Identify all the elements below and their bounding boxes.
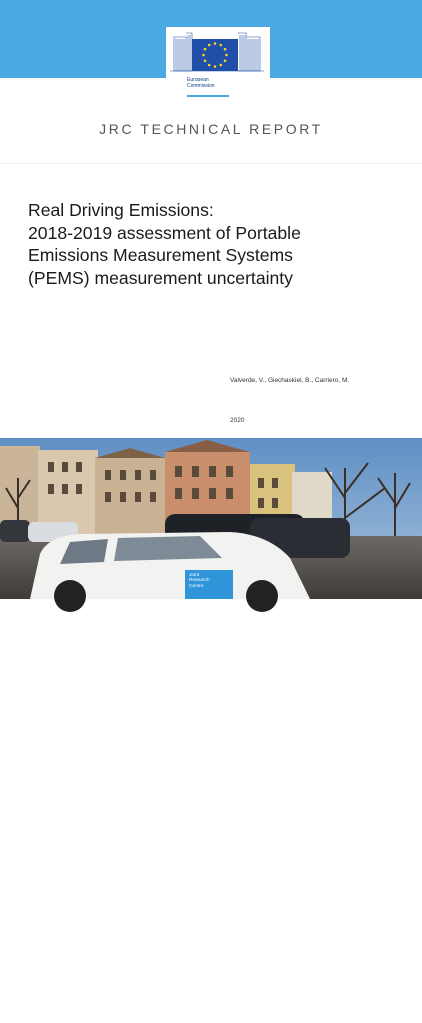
logo-line-european: European: [187, 77, 209, 83]
jrc-line-joint: Joint: [189, 573, 200, 578]
title-line-3: Emissions Measurement Systems: [28, 245, 293, 265]
logo-wordmark: [187, 77, 215, 89]
title-line-2: 2018-2019 assessment of Portable: [28, 222, 301, 243]
authors: Valverde, V., Giechaskiel, B., Carriero, M.: [230, 377, 350, 384]
logo-line-commission: Commission: [187, 83, 215, 89]
title-line-4: (PEMS) measurement uncertainty: [28, 267, 293, 288]
jrc-line-centre: Centre: [189, 583, 204, 589]
jrc-line-research: Research: [189, 578, 210, 584]
header-divider: [0, 163, 422, 164]
title-line-1: Real Driving Emissions:: [28, 200, 214, 220]
eur-number: EUR 30099 EN: [370, 1017, 405, 1023]
jrc-label: [189, 573, 210, 589]
logo-underline: [187, 95, 229, 97]
report-title: [28, 199, 408, 289]
commission-building-icon: [166, 27, 270, 75]
report-type-label: JRC TECHNICAL REPORT: [99, 121, 323, 137]
european-commission-logo: [166, 27, 270, 100]
publication-year: 2020: [230, 417, 245, 424]
jrc-label-box: [185, 570, 233, 599]
